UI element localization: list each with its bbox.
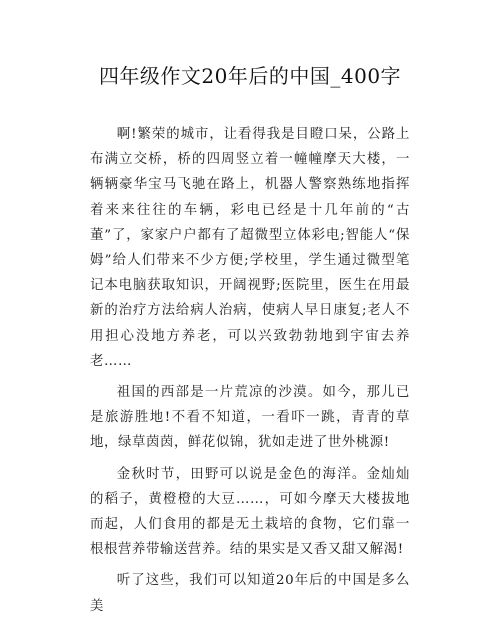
document-title: 四年级作文20年后的中国_400字 [98,64,402,88]
paragraph: 祖国的西部是一片荒凉的沙漠。如今，那儿已是旅游胜地!不看不知道，一看吓一跳，青青的草地，绿草茵茵，鲜花似锦，犹如走进了世外桃源! [90,385,410,451]
paragraph: 金秋时节，田野可以说是金色的海洋。金灿灿的稻子，黄橙橙的大豆……，可如今摩天大楼拔地而起，人们食用的都是无土栽培的食物，它们靠一根根营养带输送营养。结的果实是又香又甜又解渴! [90,466,410,558]
document-body [90,122,410,619]
paragraph: 啊!繁荣的城市，让看得我是目瞪口呆，公路上布满立交桥，桥的四周竖立着一幢幢摩天大楼，一辆辆豪华宝马飞驰在路上，机器人警察熟练地指挥着来来往往的车辆，彩电已经是十几年前的“古董”了，家家户户都有了超微型立体彩电;智能人“保姆”给人们带来不少方便;学校里，学生通过微型笔记本电脑获取知识，开阔视野;医院里，医生在用最新的治疗方法给病人治病，使病人早日康复;老人不用担心没地方养老，可以兴致勃勃地到宇宙去养老…… [90,127,410,369]
paragraph: 听了这些，我们可以知道20年后的中国是多么美 [90,573,410,614]
